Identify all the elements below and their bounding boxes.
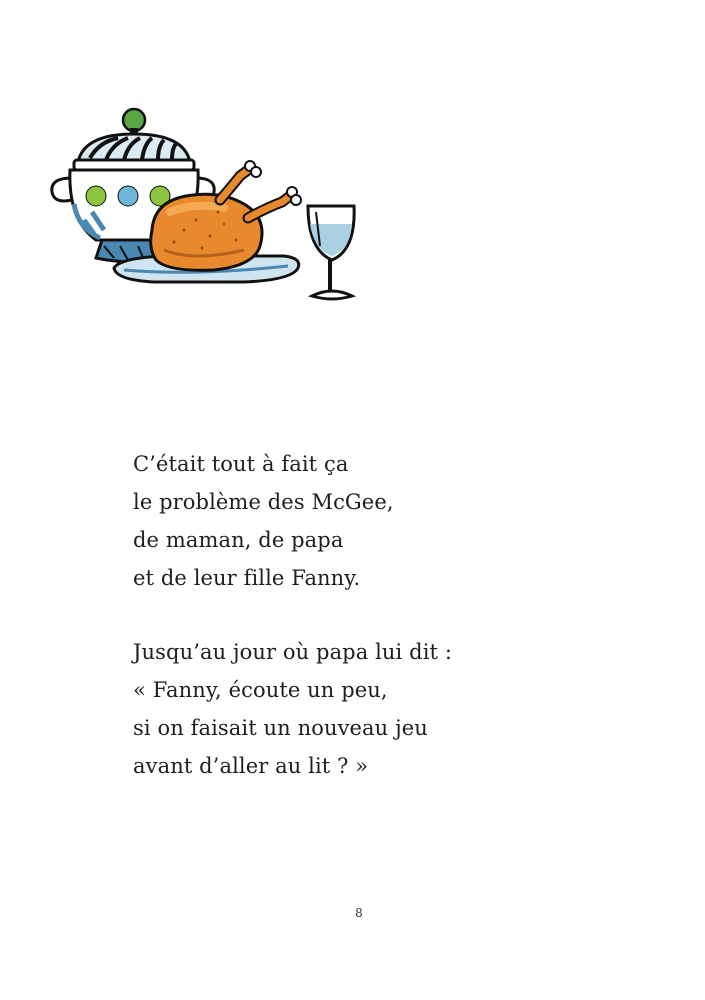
stanza-2 xyxy=(133,633,613,785)
dinner-illustration xyxy=(44,100,364,320)
poem-line: Jusqu’au jour où papa lui dit : xyxy=(133,640,453,664)
poem-line: de maman, de papa xyxy=(133,528,344,552)
page-number: 8 xyxy=(355,906,363,920)
poem-line: si on faisait un nouveau jeu xyxy=(133,716,428,740)
poem-line: avant d’aller au lit ? » xyxy=(133,754,369,778)
poem-line: le problème des McGee, xyxy=(133,490,394,514)
poem-text xyxy=(133,445,613,821)
poem-line: C’était tout à fait ça xyxy=(133,452,349,476)
wine-glass-icon xyxy=(308,206,354,299)
stanza-1 xyxy=(133,445,613,597)
poem-line: et de leur fille Fanny. xyxy=(133,566,361,590)
poem-line: « Fanny, écoute un peu, xyxy=(133,678,388,702)
